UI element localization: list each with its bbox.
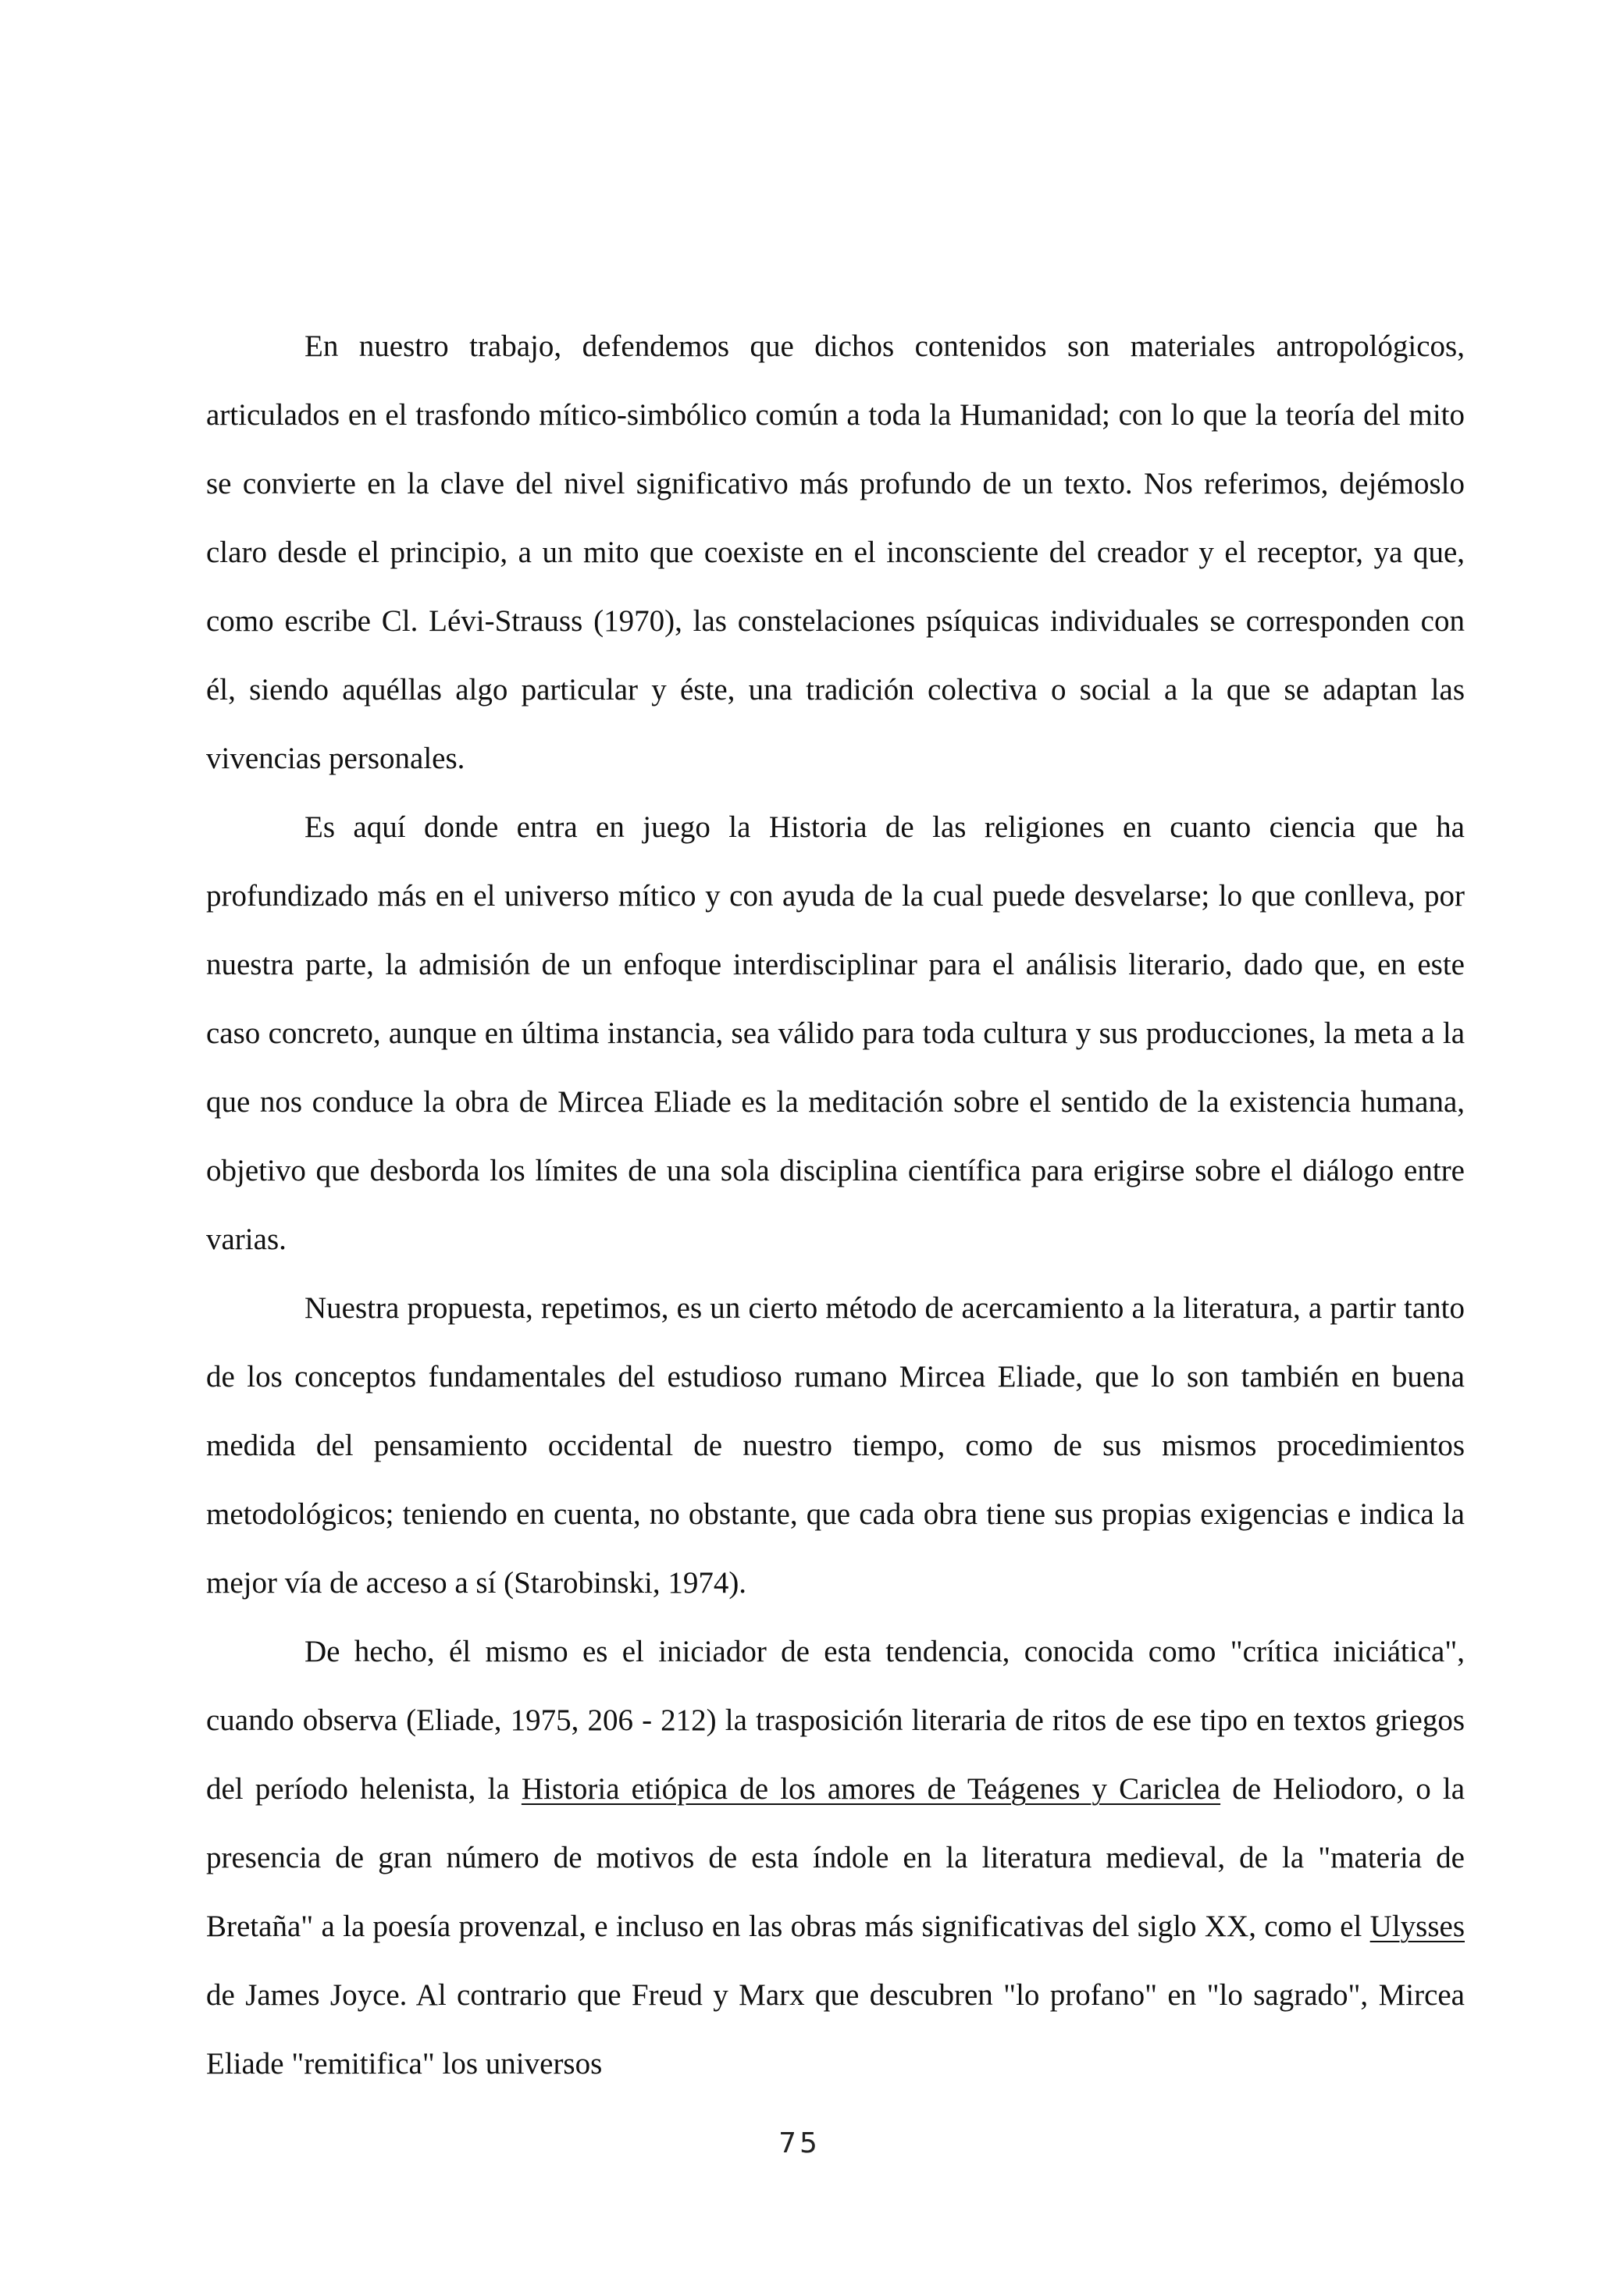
book-title-ulysses: Ulysses — [1369, 1910, 1465, 1943]
book-title-historia-etiopica: Historia etiópica de los amores de Teágenes y Cariclea — [521, 1772, 1221, 1806]
paragraph-3: Nuestra propuesta, repetimos, es un cierto método de acercamiento a la literatura, a partir tanto de los conceptos fundamentales del estudioso rumano Mircea Eliade, que lo son también en buena medida del pensamiento occidental de nuestro tiempo, como de sus mismos procedimientos metodológicos; teniendo en cuenta, no obstante, que cada obra tiene sus propias exigencias e indica la mejor vía de acceso a sí (Starobinski, 1974). — [206, 1291, 1465, 1600]
paragraph-2: Es aquí donde entra en juego la Historia de las religiones en cuanto ciencia que ha profundizado más en el universo mítico y con ayuda de la cual puede desvelarse; lo que conlleva, por nuestra parte, la admisión de un enfoque interdisciplinar para el análisis literario, dado que, en este caso concreto, aunque en última instancia, sea válido para toda cultura y sus producciones, la meta a la que nos conduce la obra de Mircea Eliade es la meditación sobre el sentido de la existencia humana, objetivo que desborda los límites de una sola disciplina científica para erigirse sobre el diálogo entre varias. — [206, 810, 1465, 1256]
paragraph-1: En nuestro trabajo, defendemos que dichos contenidos son materiales antropológicos, articulados en el trasfondo mítico-simbólico común a toda la Humanidad; con lo que la teoría del mito se convierte en la clave del nivel significativo más profundo de un texto. Nos referimos, dejémoslo claro desde el principio, a un mito que coexiste en el inconsciente del creador y el receptor, ya que, como escribe Cl. Lévi-Strauss (1970), las constelaciones psíquicas individuales se corresponden con él, siendo aquéllas algo particular y éste, una tradición colectiva o social a la que se adaptan las vivencias personales. — [206, 329, 1465, 775]
page-number: 75 — [778, 2127, 821, 2159]
paragraph-4-part-3: de James Joyce. Al contrario que Freud y Marx que descubren "lo profano" en "lo sagrado", Mircea Eliade "remitifica" los universos — [206, 1978, 1465, 2081]
paragraph-4-part-1: De hecho, él mismo es el iniciador de esta tendencia, conocida como "crítica iniciática", cuando observa (Eliade, 1975, 206 - 212) la trasposición literaria de ritos de ese tipo en textos griegos del período helenista, la — [206, 1635, 1465, 1806]
paragraph-4-part-2: de Heliodoro, o la presencia de gran número de motivos de esta índole en la literatura medieval, de la "materia de Bretaña" a la poesía provenzal, e incluso en las obras más significativas del siglo XX, como el — [206, 1772, 1465, 1943]
paragraph-4 — [206, 1618, 1465, 2098]
body-text — [206, 312, 1465, 2098]
